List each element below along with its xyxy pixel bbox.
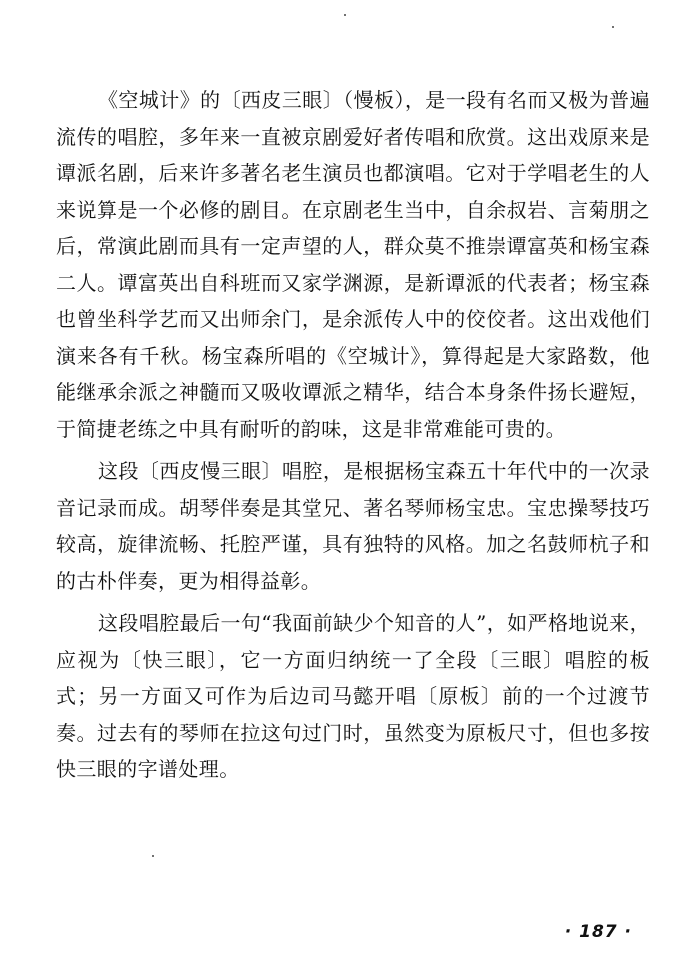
scan-speck <box>612 26 614 28</box>
body-text <box>56 82 650 794</box>
scan-speck <box>344 14 346 16</box>
paragraph-3: 这段唱腔最后一句“我面前缺少个知音的人”，如严格地说来，应视为〔快三眼〕，它一方面归纳统一了全段〔三眼〕唱腔的板式；另一方面又可作为后边司马懿开唱〔原板〕前的一个过渡节奏。过去有的琴师在拉这句过门时，虽然变为原板尺寸，但也多按快三眼的字谱处理。 <box>56 611 650 781</box>
paragraph-1: 《空城计》的〔西皮三眼〕（慢板），是一段有名而又极为普遍流传的唱腔，多年来一直被京剧爱好者传唱和欣赏。这出戏原来是谭派名剧，后来许多著名老生演员也都演唱。它对于学唱老生的人来说算是一个必修的剧目。在京剧老生当中，自余叔岩、言菊朋之后，常演此剧而具有一定声望的人，群众莫不推崇谭富英和杨宝森二人。谭富英出自科班而又家学渊源，是新谭派的代表者；杨宝森也曾坐科学艺而又出师余门，是余派传人中的佼佼者。这出戏他们演来各有千秋。杨宝森所唱的《空城计》，算得起是大家路数，他能继承余派之神髓而又吸收谭派之精华，结合本身条件扬长避短，于简捷老练之中具有耐听的韵味，这是非常难能可贵的。 <box>56 88 650 441</box>
scan-speck <box>152 855 154 857</box>
page-number: · 187 · <box>564 922 632 942</box>
paragraph-2: 这段〔西皮慢三眼〕唱腔，是根据杨宝森五十年代中的一次录音记录而成。胡琴伴奏是其堂兄、著名琴师杨宝忠。宝忠操琴技巧较高，旋律流畅、托腔严谨，具有独特的风格。加之名鼓师杭子和的古朴伴奏，更为相得益彰。 <box>56 459 650 593</box>
